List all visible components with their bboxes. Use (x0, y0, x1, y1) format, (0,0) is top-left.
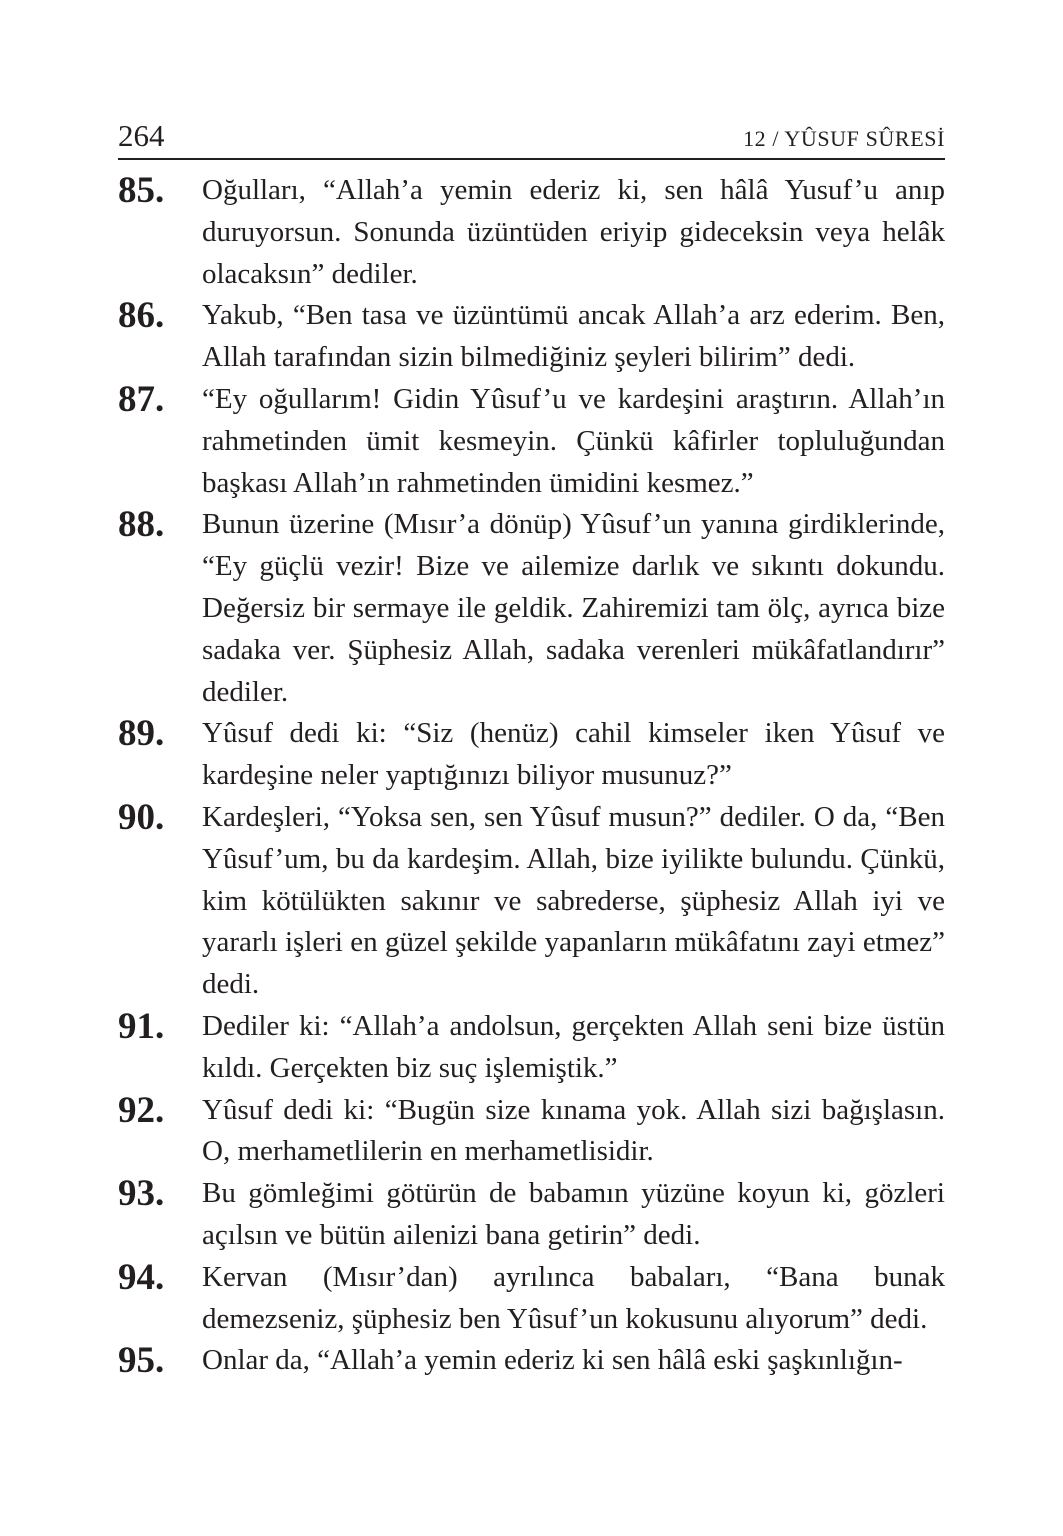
verse-text: Yûsuf dedi ki: “Bugün size kınama yok. Allah sizi bağışlasın. O, merhametlilerin en merhametlisidir. (202, 1093, 945, 1168)
verse-number: 91. (118, 1005, 165, 1047)
verse-91 (118, 1006, 945, 1090)
verse-89 (118, 713, 945, 797)
verse-text: Yakub, “Ben tasa ve üzüntümü ancak Allah’a arz ederim. Ben, Allah tarafından sizin bilmediğiniz şeyleri bilirim” dedi. (202, 299, 945, 374)
verse-93 (118, 1173, 945, 1257)
verse-number: 89. (118, 713, 165, 755)
verse-text: Dediler ki: “Allah’a andolsun, gerçekten Allah seni bize üstün kıldı. Gerçekten biz suç işlemiştik.” (202, 1009, 945, 1084)
verse-number: 85. (118, 170, 165, 211)
verse-text: Oğulları, “Allah’a yemin ederiz ki, sen hâlâ Yusuf’u anıp duruyorsun. Sonunda üzüntüden eriyip gideceksin veya helâk olacaksın” dediler. (202, 174, 945, 290)
verse-92 (118, 1090, 945, 1174)
verse-94 (118, 1257, 945, 1341)
page-header (118, 118, 945, 160)
verse-text: Onlar da, “Allah’a yemin ederiz ki sen hâlâ eski şaşkınlığın- (202, 1344, 903, 1377)
verse-number: 86. (118, 295, 165, 337)
verse-text: Bu gömleğimi götürün de babamın yüzüne koyun ki, gözleri açılsın ve bütün ailenizi bana getirin” dedi. (202, 1177, 945, 1251)
verse-number: 95. (118, 1340, 165, 1382)
verse-text: Bunun üzerine (Mısır’a dönüp) Yûsuf’un yanına girdiklerinde, “Ey güçlü vezir! Bize ve ailemize darlık ve sıkıntı dokundu. Değersiz bir sermaye ile geldik. Zahiremizi tam ölç, ayrıca bize sadaka ver. Şüphesiz Allah, sadaka verenleri mükâfatlandırır” dediler. (202, 508, 945, 708)
verse-95 (118, 1340, 945, 1382)
verse-number: 93. (118, 1173, 165, 1215)
verse-88 (118, 504, 945, 713)
verse-number: 92. (118, 1089, 165, 1131)
verse-text: Kardeşleri, “Yoksa sen, sen Yûsuf musun?” dediler. O da, “Ben Yûsuf’um, bu da kardeşim. Allah, bize iyilikte bulundu. Çünkü, kim kötülükten sakınır ve sabrederse, şüphesiz Allah iyi ve yararlı işleri en güzel şekilde yapanların mükâfatını zayi etmez” dedi. (202, 800, 945, 1001)
book-page (118, 118, 945, 1518)
verse-90 (118, 797, 945, 1006)
verse-text: “Ey oğullarım! Gidin Yûsuf’u ve kardeşini araştırın. Allah’ın rahmetinden ümit kesmeyin. Çünkü kâfirler topluluğundan başkası Allah’ın rahmetinden ümidini kesmez.” (202, 382, 945, 499)
verse-number: 88. (118, 504, 165, 546)
verse-text: Kervan (Mısır’dan) ayrılınca babaları, “Bana bunak demezseniz, şüphesiz ben Yûsuf’un kokusunu alıyorum” dedi. (202, 1260, 945, 1335)
page-number: 264 (118, 118, 165, 153)
verse-86 (118, 295, 945, 379)
verse-list (118, 170, 945, 1382)
verse-85 (118, 170, 945, 295)
verse-text: Yûsuf dedi ki: “Siz (henüz) cahil kimseler iken Yûsuf ve kardeşine neler yaptığınızı biliyor musunuz?” (202, 717, 945, 792)
verse-number: 87. (118, 378, 165, 420)
verse-number: 94. (118, 1256, 165, 1298)
verse-number: 90. (118, 796, 165, 838)
running-title: 12 / YÛSUF SÛRESİ (743, 126, 945, 151)
verse-87 (118, 379, 945, 504)
